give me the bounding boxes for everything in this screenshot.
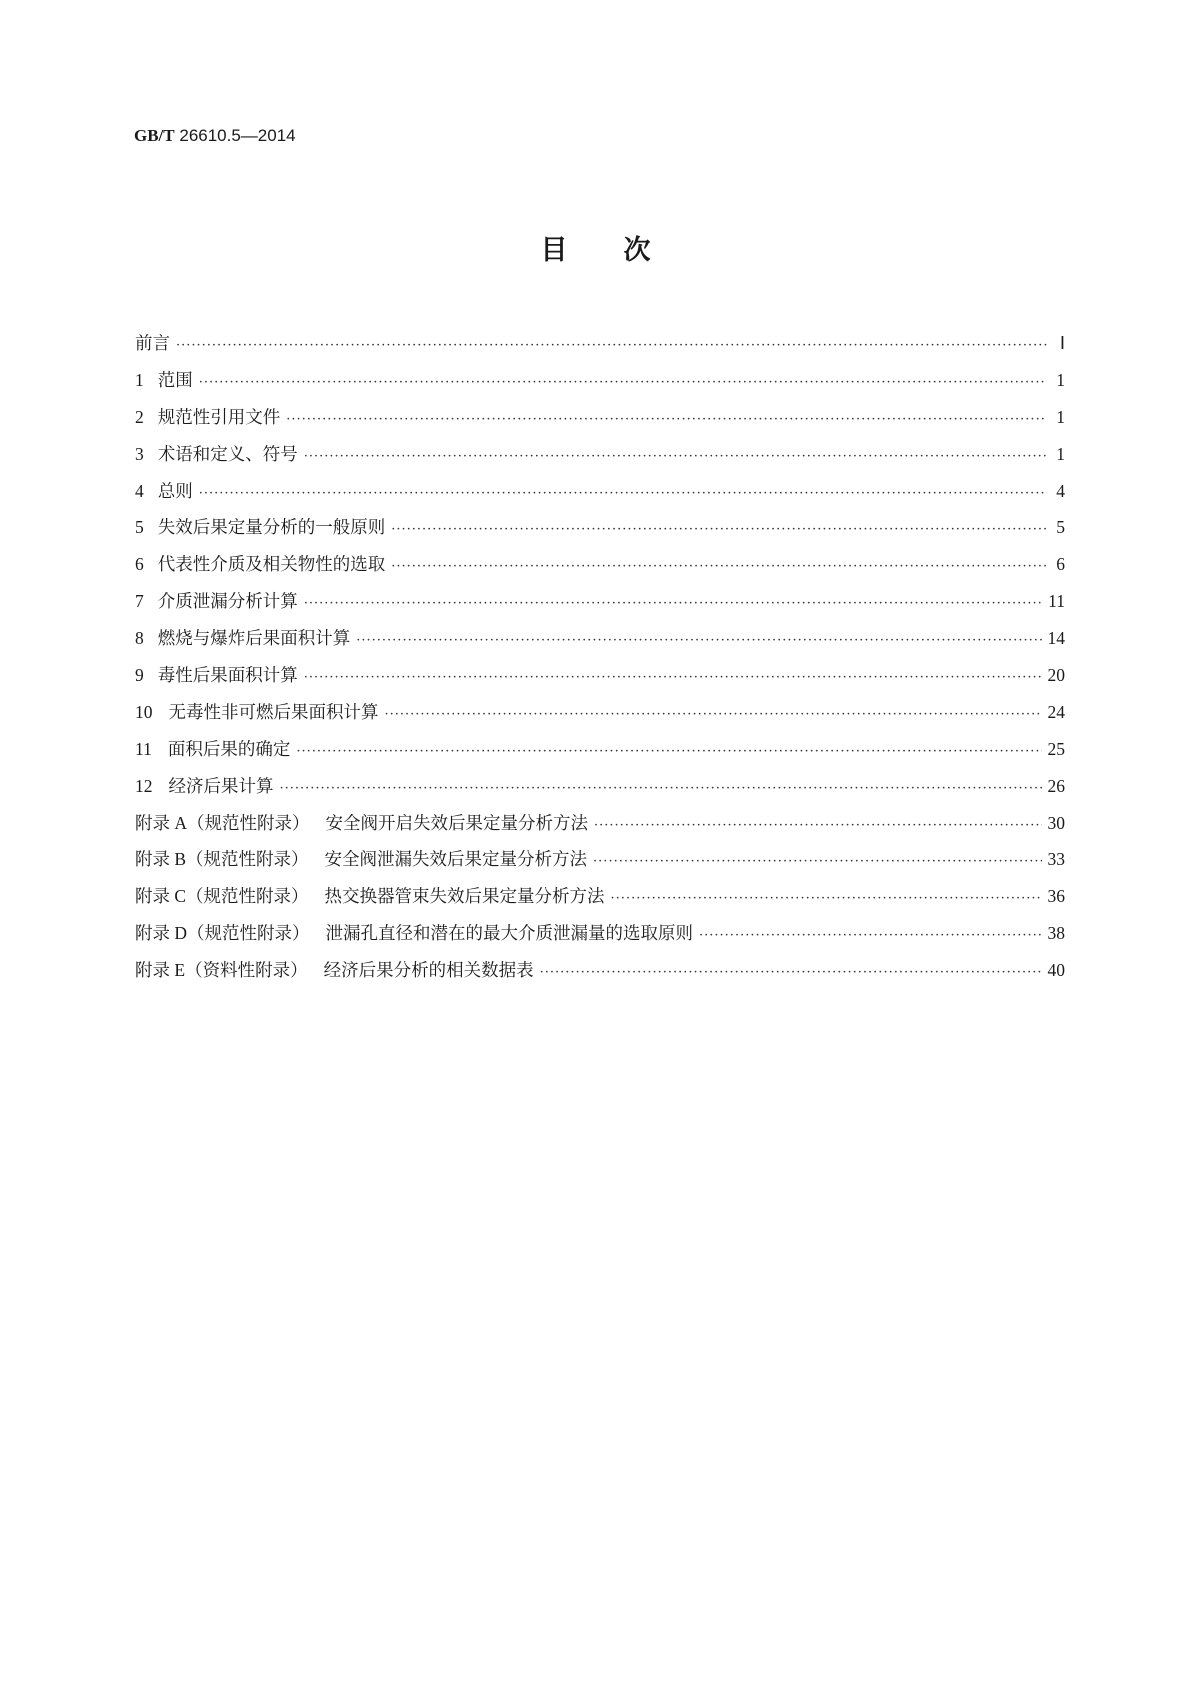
standard-number bbox=[134, 126, 296, 146]
toc-entry-number: 12 bbox=[135, 775, 153, 796]
toc-entry-number: 附录 B（规范性附录） bbox=[135, 849, 309, 870]
toc-entry-label: 介质泄漏分析计算 bbox=[157, 592, 298, 613]
toc-entry-page: 6 bbox=[1056, 554, 1065, 575]
toc-entry[interactable] bbox=[135, 883, 1065, 920]
leader-dots bbox=[280, 781, 1042, 796]
toc-entry[interactable] bbox=[135, 773, 1065, 810]
toc-entry-number: 10 bbox=[135, 701, 153, 722]
toc-entry-label: 规范性引用文件 bbox=[157, 407, 281, 428]
toc-entry-number: 8 bbox=[135, 628, 144, 649]
toc-entry[interactable] bbox=[135, 514, 1065, 551]
toc-entry[interactable] bbox=[135, 957, 1065, 994]
leader-dots bbox=[385, 707, 1042, 722]
toc-entry-page: 36 bbox=[1047, 886, 1065, 907]
toc-entry-page: 30 bbox=[1047, 812, 1065, 833]
toc-entry-label: 前言 bbox=[135, 334, 170, 354]
leader-dots bbox=[176, 338, 1047, 353]
leader-dots bbox=[286, 412, 1047, 427]
toc-entry-label: 术语和定义、符号 bbox=[157, 444, 298, 465]
toc-entry[interactable] bbox=[135, 367, 1065, 404]
leader-dots bbox=[304, 596, 1042, 611]
toc-entry[interactable] bbox=[135, 551, 1065, 588]
toc-entry-number: 附录 A（规范性附录） bbox=[135, 812, 310, 833]
leader-dots bbox=[304, 449, 1047, 464]
toc-entry-label: 燃烧与爆炸后果面积计算 bbox=[157, 629, 351, 650]
toc-entry-number: 2 bbox=[135, 406, 144, 427]
toc-entry[interactable] bbox=[135, 699, 1065, 736]
leader-dots bbox=[593, 854, 1041, 869]
leader-dots bbox=[611, 891, 1042, 906]
toc-entry-number: 3 bbox=[135, 443, 144, 464]
toc-entry[interactable] bbox=[135, 736, 1065, 773]
toc-entry-label: 无毒性非可燃后果面积计算 bbox=[168, 702, 379, 723]
toc-entry[interactable] bbox=[135, 662, 1065, 699]
toc-entry-label: 经济后果计算 bbox=[168, 776, 274, 797]
toc-entry-number: 附录 D（规范性附录） bbox=[135, 923, 310, 944]
toc-entry-page: 4 bbox=[1056, 480, 1065, 501]
standard-code: 26610.5—2014 bbox=[179, 126, 296, 145]
leader-dots bbox=[296, 744, 1041, 759]
toc-entry-label: 代表性介质及相关物性的选取 bbox=[157, 555, 386, 576]
toc-entry-number: 1 bbox=[135, 369, 144, 390]
toc-entry-page: 38 bbox=[1047, 923, 1065, 944]
toc-entry-label: 安全阀泄漏失效后果定量分析方法 bbox=[324, 850, 588, 871]
toc-entry-number: 6 bbox=[135, 554, 144, 575]
toc-entry-page: 1 bbox=[1056, 443, 1065, 464]
toc-entry[interactable] bbox=[135, 404, 1065, 441]
toc-entry-number: 附录 E（资料性附录） bbox=[135, 960, 308, 981]
toc-entry-page: 33 bbox=[1047, 849, 1065, 870]
leader-dots bbox=[391, 522, 1047, 537]
toc-entry-label: 范围 bbox=[157, 370, 193, 391]
leader-dots bbox=[304, 670, 1042, 685]
toc-entry-page: 14 bbox=[1047, 628, 1065, 649]
toc-entry[interactable] bbox=[135, 810, 1065, 847]
toc-entry[interactable] bbox=[135, 330, 1065, 367]
leader-dots bbox=[199, 486, 1047, 501]
title-char: 次 bbox=[623, 235, 651, 266]
leader-dots bbox=[199, 375, 1047, 390]
leader-dots bbox=[699, 928, 1041, 943]
toc-entry-number: 9 bbox=[135, 665, 144, 686]
toc-entry-page: 5 bbox=[1056, 517, 1065, 538]
page-title bbox=[0, 228, 1191, 267]
toc-entry-page: Ⅰ bbox=[1059, 333, 1065, 353]
toc-entry-number: 附录 C（规范性附录） bbox=[135, 886, 309, 907]
toc-entry[interactable] bbox=[135, 588, 1065, 625]
toc-entry-page: 11 bbox=[1048, 591, 1065, 612]
toc-entry-page: 25 bbox=[1047, 738, 1065, 759]
toc-entry-page: 40 bbox=[1047, 960, 1065, 981]
leader-dots bbox=[356, 633, 1041, 648]
toc-entry[interactable] bbox=[135, 625, 1065, 662]
toc-entry-label: 毒性后果面积计算 bbox=[157, 666, 298, 687]
toc-entry-label: 热交换器管束失效后果定量分析方法 bbox=[324, 887, 605, 908]
toc-entry-page: 26 bbox=[1047, 775, 1065, 796]
toc-entry-label: 总则 bbox=[157, 481, 193, 502]
toc-entry-page: 20 bbox=[1047, 665, 1065, 686]
toc-entry-label: 安全阀开启失效后果定量分析方法 bbox=[325, 813, 589, 834]
toc-entry-number: 4 bbox=[135, 480, 144, 501]
leader-dots bbox=[391, 559, 1047, 574]
toc-entry-label: 泄漏孔直径和潜在的最大介质泄漏量的选取原则 bbox=[325, 924, 694, 945]
toc-entry-page: 1 bbox=[1056, 369, 1065, 390]
toc-entry-label: 经济后果分析的相关数据表 bbox=[323, 961, 534, 982]
toc-entry-number: 5 bbox=[135, 517, 144, 538]
toc-entry-page: 1 bbox=[1056, 406, 1065, 427]
toc-entry-page: 24 bbox=[1047, 701, 1065, 722]
standard-prefix: GB/T bbox=[134, 126, 175, 145]
title-char: 目 bbox=[540, 235, 568, 266]
leader-dots bbox=[540, 965, 1042, 980]
toc-entry-number: 7 bbox=[135, 591, 144, 612]
toc-entry[interactable] bbox=[135, 441, 1065, 478]
toc-entry[interactable] bbox=[135, 920, 1065, 957]
toc-entry-number: 11 bbox=[135, 738, 152, 759]
leader-dots bbox=[594, 818, 1041, 833]
toc-entry[interactable] bbox=[135, 846, 1065, 883]
toc-entry[interactable] bbox=[135, 478, 1065, 515]
toc-entry-label: 面积后果的确定 bbox=[167, 739, 291, 760]
toc-entry-label: 失效后果定量分析的一般原则 bbox=[157, 518, 386, 539]
table-of-contents bbox=[135, 330, 1065, 994]
